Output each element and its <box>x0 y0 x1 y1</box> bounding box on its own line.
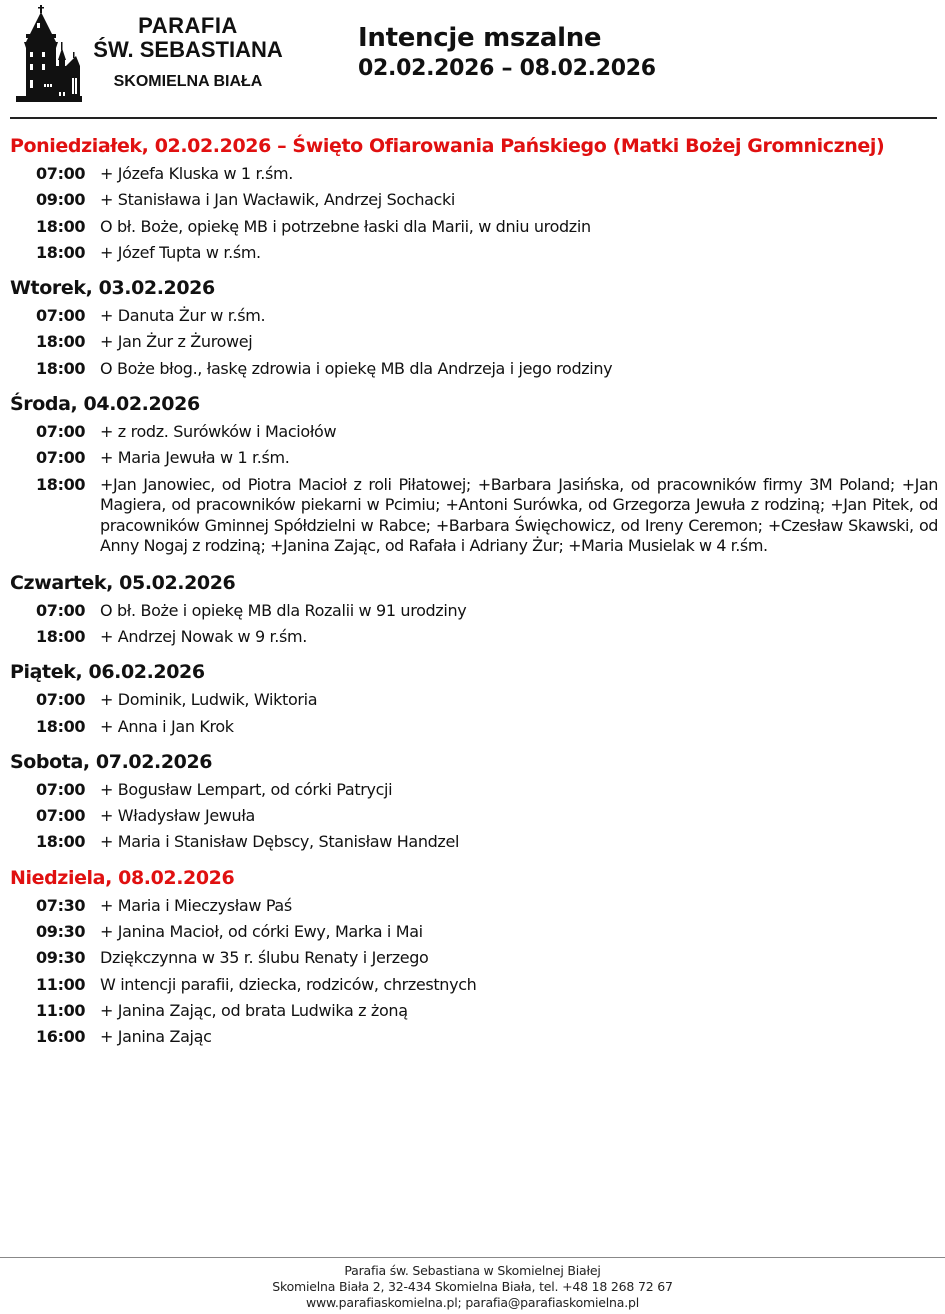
parish-brand <box>88 14 288 92</box>
day-section <box>10 391 938 561</box>
mass-intention <box>10 240 938 266</box>
page-footer <box>0 1263 945 1311</box>
intention-text: + Anna i Jan Krok <box>100 716 234 736</box>
mass-intention <box>10 598 938 624</box>
mass-time: 09:00 <box>36 190 86 210</box>
intentions-list <box>10 133 938 1060</box>
mass-intention <box>10 803 938 829</box>
mass-intention <box>10 161 938 187</box>
day-heading: Piątek, 06.02.2026 <box>10 661 205 684</box>
mass-intention <box>10 945 938 971</box>
intention-text: + Jan Żur z Żurowej <box>100 332 253 352</box>
mass-time: 18:00 <box>36 358 86 378</box>
intention-text: + z rodz. Surówków i Maciołów <box>100 422 337 442</box>
day-section <box>10 570 938 651</box>
mass-time: 18:00 <box>36 832 86 852</box>
brand-line-2: ŚW. SEBASTIANA <box>93 37 283 62</box>
mass-time: 11:00 <box>36 974 86 994</box>
mass-time: 07:00 <box>36 779 86 799</box>
mass-time: 09:30 <box>36 948 86 968</box>
mass-intention <box>10 214 938 240</box>
mass-time: 07:00 <box>36 306 86 326</box>
intention-text: +Jan Janowiec, od Piotra Macioł z roli Piłatowej; +Barbara Jasińska, od pracowników firmy 3M Poland; +Jan Magiera, od pracowników piekarni w Pcimiu; +Antoni Surówka, od Grzegorza Jewuła z rodziną; +Jan Pitek, od pracowników Gminnej Spółdzielni w Rabce; +Barbara Święchowicz, od Ireny Ceremon; +Czesław Skawski, od Anny Nogaj z rodziną; +Janina Zając, od Rafała i Adriany Żur; +Maria Musielak w 4 r.śm. <box>100 474 938 556</box>
mass-time: 11:00 <box>36 1000 86 1020</box>
mass-intention <box>10 972 938 998</box>
intention-text: O Boże błog., łaskę zdrowia i opiekę MB dla Andrzeja i jego rodziny <box>100 358 613 378</box>
mass-intention <box>10 687 938 713</box>
day-heading: Sobota, 07.02.2026 <box>10 750 213 773</box>
church-icon <box>10 4 82 104</box>
mass-time: 18:00 <box>36 716 86 736</box>
brand-line-1: PARAFIA <box>138 13 238 38</box>
day-section <box>10 275 938 382</box>
mass-time: 09:30 <box>36 922 86 942</box>
intention-text: + Józef Tupta w r.śm. <box>100 242 261 262</box>
intention-text: Dziękczynna w 35 r. ślubu Renaty i Jerzego <box>100 948 429 968</box>
mass-time: 18:00 <box>36 242 86 262</box>
mass-time: 18:00 <box>36 332 86 352</box>
mass-time: 07:00 <box>36 690 86 710</box>
intention-text: + Bogusław Lempart, od córki Patrycji <box>100 779 393 799</box>
intention-text: + Maria Jewuła w 1 r.śm. <box>100 448 290 468</box>
header-divider <box>10 117 937 119</box>
intention-text: + Maria i Mieczysław Paś <box>100 895 292 915</box>
intention-text: + Maria i Stanisław Dębscy, Stanisław Handzel <box>100 832 460 852</box>
mass-intention <box>10 187 938 213</box>
mass-time: 07:00 <box>36 806 86 826</box>
day-section <box>10 865 938 1051</box>
intention-text: + Władysław Jewuła <box>100 806 255 826</box>
intention-text: + Dominik, Ludwik, Wiktoria <box>100 690 318 710</box>
intention-text: + Danuta Żur w r.śm. <box>100 306 266 326</box>
mass-time: 18:00 <box>36 474 86 494</box>
intention-text: O bł. Boże i opiekę MB dla Rozalii w 91 urodziny <box>100 600 467 620</box>
mass-time: 18:00 <box>36 626 86 646</box>
intention-text: + Stanisława i Jan Wacławik, Andrzej Sochacki <box>100 190 456 210</box>
footer-address: Skomielna Biała 2, 32-434 Skomielna Biała, tel. +48 18 268 72 67 <box>272 1279 673 1294</box>
page-header <box>0 0 945 120</box>
mass-time: 07:00 <box>36 600 86 620</box>
mass-intention <box>10 303 938 329</box>
mass-intention <box>10 445 938 471</box>
date-range: 02.02.2026 – 08.02.2026 <box>358 56 656 81</box>
mass-intention <box>10 1024 938 1050</box>
title-block <box>358 22 656 84</box>
day-heading: Poniedziałek, 02.02.2026 – Święto Ofiarowania Pańskiego (Matki Bożej Gromnicznej) <box>10 135 885 157</box>
mass-time: 18:00 <box>36 216 86 236</box>
day-section <box>10 133 938 266</box>
intention-text: + Józefa Kluska w 1 r.śm. <box>100 164 293 183</box>
intention-text: + Andrzej Nowak w 9 r.śm. <box>100 626 307 646</box>
page-title: Intencje mszalne <box>358 23 602 53</box>
mass-time: 07:00 <box>36 448 86 468</box>
day-section <box>10 749 938 856</box>
intention-text: + Janina Zając <box>100 1027 212 1047</box>
day-heading: Niedziela, 08.02.2026 <box>10 866 235 889</box>
mass-intention <box>10 329 938 355</box>
intention-text: O bł. Boże, opiekę MB i potrzebne łaski dla Marii, w dniu urodzin <box>100 216 591 236</box>
intention-text: W intencji parafii, dziecka, rodziców, chrzestnych <box>100 974 477 994</box>
mass-intention <box>10 829 938 855</box>
footer-contact: www.parafiaskomielna.pl; parafia@parafiaskomielna.pl <box>305 1295 640 1310</box>
mass-intention <box>10 714 938 740</box>
footer-parish-name: Parafia św. Sebastiana w Skomielnej Białej <box>344 1263 601 1278</box>
mass-time: 16:00 <box>36 1027 86 1047</box>
intention-text: + Janina Zając, od brata Ludwika z żoną <box>100 1000 408 1020</box>
footer-divider <box>0 1257 945 1258</box>
mass-intention <box>10 624 938 650</box>
mass-intention <box>10 919 938 945</box>
mass-time: 07:00 <box>36 422 86 442</box>
mass-intention <box>10 893 938 919</box>
mass-time: 07:00 <box>36 164 86 183</box>
mass-intention <box>10 356 938 382</box>
day-heading: Środa, 04.02.2026 <box>10 393 200 416</box>
mass-intention <box>10 777 938 803</box>
day-heading: Wtorek, 03.02.2026 <box>10 277 215 300</box>
brand-line-3: SKOMIELNA BIAŁA <box>113 73 263 90</box>
intention-text: + Janina Macioł, od córki Ewy, Marka i Mai <box>100 922 423 942</box>
mass-intention <box>10 419 938 445</box>
mass-time: 07:30 <box>36 895 86 915</box>
day-section <box>10 659 938 740</box>
day-heading: Czwartek, 05.02.2026 <box>10 571 236 594</box>
mass-intention <box>10 998 938 1024</box>
mass-intention <box>10 472 938 561</box>
